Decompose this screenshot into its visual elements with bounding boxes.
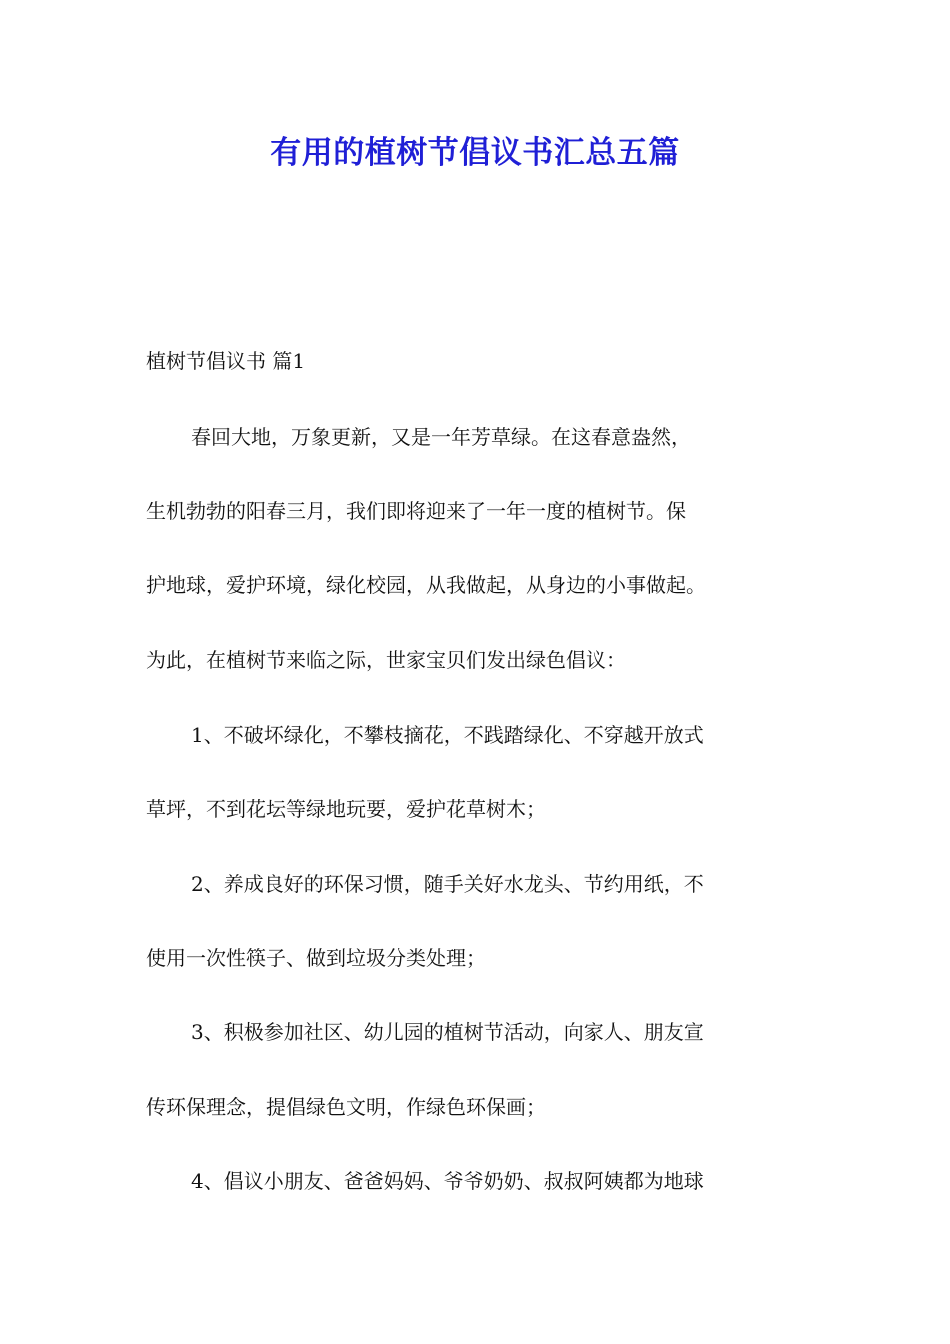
list-item-line: 使用一次性筷子、做到垃圾分类处理；: [146, 946, 486, 970]
list-item-line: 2、养成良好的环保习惯，随手关好水龙头、节约用纸，不: [191, 872, 704, 896]
document-title: 有用的植树节倡议书汇总五篇: [270, 135, 680, 171]
paragraph-line: 春回大地，万象更新，又是一年芳草绿。在这春意盎然，: [191, 425, 691, 449]
list-item-line: 1、不破坏绿化，不攀枝摘花，不践踏绿化、不穿越开放式: [191, 723, 704, 747]
list-item-line: 传环保理念，提倡绿色文明，作绿色环保画；: [146, 1095, 546, 1119]
list-item-line: 3、积极参加社区、幼儿园的植树节活动，向家人、朋友宣: [191, 1020, 704, 1044]
list-item-line: 草坪，不到花坛等绿地玩要，爱护花草树木；: [146, 797, 546, 821]
paragraph-line: 护地球，爱护环境，绿化校园，从我做起，从身边的小事做起。: [146, 573, 706, 597]
section-heading: 植树节倡议书 篇1: [146, 349, 306, 373]
paragraph-line: 生机勃勃的阳春三月，我们即将迎来了一年一度的植树节。保: [146, 499, 686, 523]
paragraph-line: 为此，在植树节来临之际，世家宝贝们发出绿色倡议：: [146, 648, 626, 672]
list-item-line: 4、倡议小朋友、爸爸妈妈、爷爷奶奶、叔叔阿姨都为地球: [191, 1169, 704, 1193]
